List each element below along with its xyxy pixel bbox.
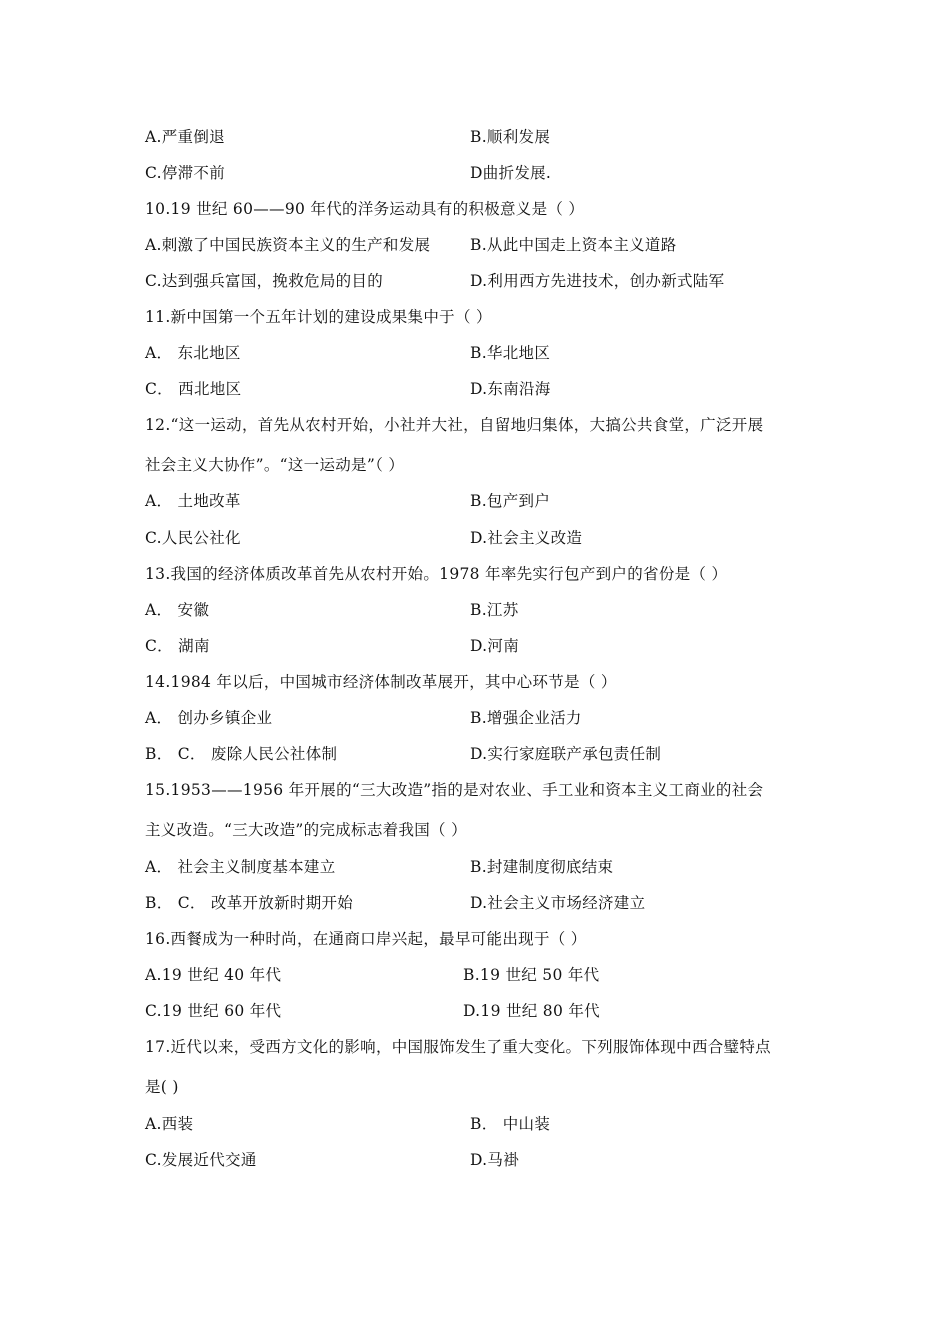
question-text: 社会主义大协作”。“这一运动是”（ ）	[145, 456, 405, 474]
option-text: A． 社会主义制度基本建立	[145, 858, 336, 876]
question-text: 17.近代以来，受西方文化的影响，中国服饰发生了重大变化。下列服饰体现中西合璧特点	[145, 1038, 771, 1056]
option-text: D.社会主义市场经济建立	[470, 894, 646, 912]
option-text: B． C． 改革开放新时期开始	[145, 894, 354, 912]
option-text: B.从此中国走上资本主义道路	[470, 236, 677, 254]
option-text: B.顺利发展	[470, 128, 551, 146]
option-text: B． 中山装	[470, 1115, 551, 1133]
option-text: A.19 世纪 40 年代	[145, 966, 282, 984]
option-text: C.19 世纪 60 年代	[145, 1002, 282, 1020]
option-text: C.发展近代交通	[145, 1151, 257, 1169]
option-text: D.19 世纪 80 年代	[463, 1002, 600, 1020]
option-text: D.利用西方先进技术，创办新式陆军	[470, 272, 725, 290]
question-text: 12.“这一运动，首先从农村开始，小社并大社，自留地归集体，大搞公共食堂，广泛开展	[145, 416, 764, 434]
option-text: D.社会主义改造	[470, 529, 583, 547]
option-text: B． C． 废除人民公社体制	[145, 745, 338, 763]
option-text: C． 西北地区	[145, 380, 242, 398]
question-text: 是( )	[145, 1078, 179, 1096]
option-text: D.实行家庭联产承包责任制	[470, 745, 662, 763]
option-text: A． 东北地区	[145, 344, 241, 362]
option-text: B.增强企业活力	[470, 709, 582, 727]
option-text: B.江苏	[470, 601, 519, 619]
question-text: 15.1953——1956 年开展的“三大改造”指的是对农业、手工业和资本主义工商业的社会	[145, 781, 764, 799]
question-text: 主义改造。“三大改造”的完成标志着我国（ ）	[145, 821, 467, 839]
option-text: B.华北地区	[470, 344, 551, 362]
option-text: A． 创办乡镇企业	[145, 709, 273, 727]
question-text: 13.我国的经济体质改革首先从农村开始。1978 年率先实行包产到户的省份是（ ）	[145, 565, 728, 583]
option-text: A.西装	[145, 1115, 194, 1133]
option-text: C.停滞不前	[145, 164, 226, 182]
option-text: D曲折发展.	[470, 164, 552, 182]
option-text: B.包产到户	[470, 492, 551, 510]
option-text: C.人民公社化	[145, 529, 241, 547]
question-text: 11.新中国第一个五年计划的建设成果集中于（ ）	[145, 308, 492, 326]
question-text: 16.西餐成为一种时尚，在通商口岸兴起，最早可能出现于（ ）	[145, 930, 587, 948]
question-text: 14.1984 年以后，中国城市经济体制改革展开，其中心环节是（ ）	[145, 673, 617, 691]
option-text: C． 湖南	[145, 637, 210, 655]
question-text: 10.19 世纪 60——90 年代的洋务运动具有的积极意义是（ ）	[145, 200, 585, 218]
option-text: A． 土地改革	[145, 492, 241, 510]
option-text: A． 安徽	[145, 601, 210, 619]
option-text: A.严重倒退	[145, 128, 225, 146]
option-text: D.河南	[470, 637, 520, 655]
option-text: A.刺激了中国民族资本主义的生产和发展	[145, 236, 431, 254]
option-text: B.19 世纪 50 年代	[463, 966, 600, 984]
option-text: C.达到强兵富国，挽救危局的目的	[145, 272, 384, 290]
option-text: D.东南沿海	[470, 380, 551, 398]
option-text: D.马褂	[470, 1151, 520, 1169]
option-text: B.封建制度彻底结束	[470, 858, 614, 876]
